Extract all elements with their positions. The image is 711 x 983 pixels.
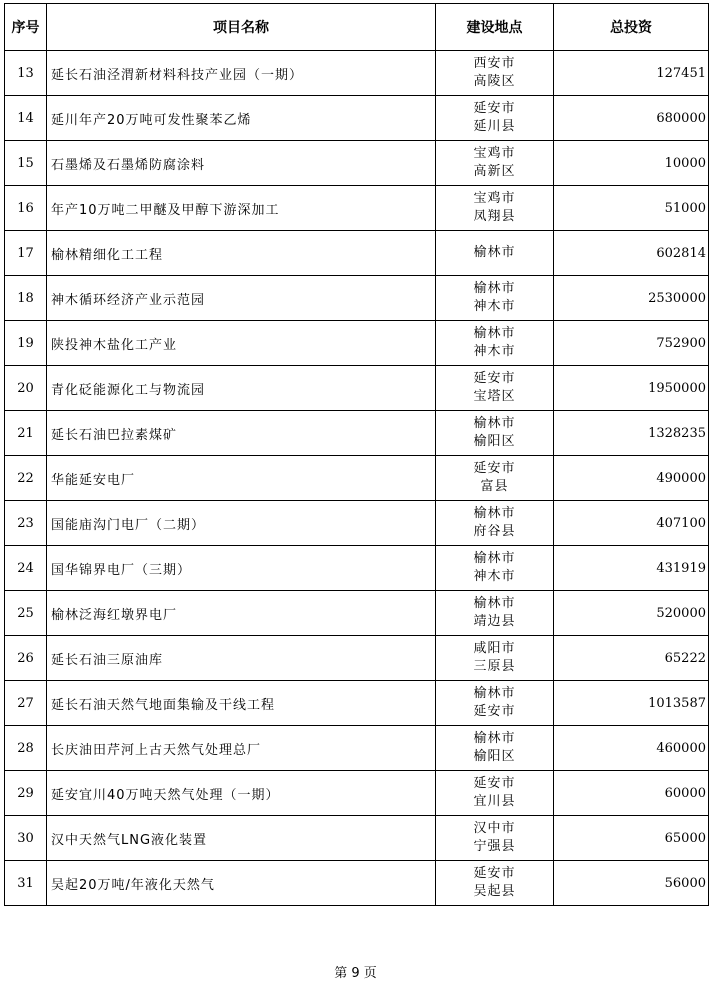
- location-city: 延安市: [473, 371, 516, 386]
- total-investment: 65222: [554, 636, 709, 681]
- location-city: 榆林市: [473, 416, 516, 431]
- total-investment: 460000: [554, 726, 709, 771]
- project-location: [436, 591, 554, 636]
- row-number: 13: [5, 51, 47, 96]
- table-row: [5, 411, 709, 456]
- project-name: 延安宜川40万吨天然气处理（一期）: [47, 771, 436, 816]
- location-district: 延川县: [473, 119, 516, 134]
- location-district: 宁强县: [473, 839, 516, 854]
- project-name: 长庆油田芹河上古天然气处理总厂: [47, 726, 436, 771]
- total-investment: 1013587: [554, 681, 709, 726]
- table-header-row: [5, 4, 709, 51]
- header-location: 建设地点: [436, 4, 554, 51]
- table-row: [5, 546, 709, 591]
- row-number: 15: [5, 141, 47, 186]
- table-row: [5, 276, 709, 321]
- project-name: 石墨烯及石墨烯防腐涂料: [47, 141, 436, 186]
- project-location: [436, 51, 554, 96]
- project-name: 延长石油泾渭新材料科技产业园（一期）: [47, 51, 436, 96]
- project-name: 青化砭能源化工与物流园: [47, 366, 436, 411]
- location-city: 榆林市: [473, 281, 516, 296]
- row-number: 29: [5, 771, 47, 816]
- location-city: 延安市: [473, 866, 516, 881]
- row-number: 24: [5, 546, 47, 591]
- total-investment: 2530000: [554, 276, 709, 321]
- header-no: 序号: [5, 4, 47, 51]
- location-city: 榆林市: [473, 506, 516, 521]
- project-name: 榆林泛海红墩界电厂: [47, 591, 436, 636]
- table-row: [5, 51, 709, 96]
- row-number: 27: [5, 681, 47, 726]
- location-district: 榆阳区: [473, 434, 516, 449]
- project-location: [436, 726, 554, 771]
- location-city: 榆林市: [473, 245, 516, 260]
- project-location: [436, 96, 554, 141]
- location-district: 宝塔区: [473, 389, 516, 404]
- project-location: [436, 321, 554, 366]
- project-name: 延川年产20万吨可发性聚苯乙烯: [47, 96, 436, 141]
- location-district: 神木市: [473, 569, 516, 584]
- row-number: 25: [5, 591, 47, 636]
- project-name: 年产10万吨二甲醚及甲醇下游深加工: [47, 186, 436, 231]
- location-city: 延安市: [473, 776, 516, 791]
- location-city: 宝鸡市: [473, 191, 516, 206]
- location-district: 吴起县: [473, 884, 516, 899]
- location-district: 神木市: [473, 299, 516, 314]
- location-district: 高陵区: [473, 74, 516, 89]
- location-district: 富县: [480, 479, 509, 494]
- location-district: 府谷县: [473, 524, 516, 539]
- location-city: 西安市: [473, 56, 516, 71]
- table-row: [5, 96, 709, 141]
- project-name: 汉中天然气LNG液化装置: [47, 816, 436, 861]
- header-investment: 总投资: [554, 4, 709, 51]
- project-location: [436, 771, 554, 816]
- table-row: [5, 501, 709, 546]
- location-city: 延安市: [473, 101, 516, 116]
- row-number: 30: [5, 816, 47, 861]
- table-row: [5, 321, 709, 366]
- location-city: 榆林市: [473, 686, 516, 701]
- total-investment: 407100: [554, 501, 709, 546]
- project-location: [436, 816, 554, 861]
- table-row: [5, 456, 709, 501]
- table-row: [5, 186, 709, 231]
- location-city: 榆林市: [473, 326, 516, 341]
- total-investment: 1328235: [554, 411, 709, 456]
- total-investment: 127451: [554, 51, 709, 96]
- row-number: 18: [5, 276, 47, 321]
- row-number: 26: [5, 636, 47, 681]
- table-row: [5, 366, 709, 411]
- project-location: [436, 636, 554, 681]
- total-investment: 602814: [554, 231, 709, 276]
- row-number: 23: [5, 501, 47, 546]
- row-number: 19: [5, 321, 47, 366]
- table-row: [5, 141, 709, 186]
- location-district: 宜川县: [473, 794, 516, 809]
- project-location: [436, 861, 554, 906]
- project-name: 延长石油三原油库: [47, 636, 436, 681]
- row-number: 17: [5, 231, 47, 276]
- table-row: [5, 636, 709, 681]
- project-name: 神木循环经济产业示范园: [47, 276, 436, 321]
- row-number: 22: [5, 456, 47, 501]
- location-city: 榆林市: [473, 551, 516, 566]
- page-number: 第 9 页: [334, 966, 377, 981]
- location-district: 榆阳区: [473, 749, 516, 764]
- project-location: [436, 546, 554, 591]
- project-location: [436, 186, 554, 231]
- location-city: 宝鸡市: [473, 146, 516, 161]
- project-location: [436, 231, 554, 276]
- row-number: 14: [5, 96, 47, 141]
- total-investment: 60000: [554, 771, 709, 816]
- total-investment: 520000: [554, 591, 709, 636]
- table-row: [5, 726, 709, 771]
- total-investment: 680000: [554, 96, 709, 141]
- project-location: [436, 276, 554, 321]
- location-district: 靖边县: [473, 614, 516, 629]
- total-investment: 65000: [554, 816, 709, 861]
- total-investment: 51000: [554, 186, 709, 231]
- project-location: [436, 411, 554, 456]
- total-investment: 10000: [554, 141, 709, 186]
- table-body: [5, 51, 709, 906]
- table-row: [5, 591, 709, 636]
- location-city: 咸阳市: [473, 641, 516, 656]
- project-name: 延长石油巴拉素煤矿: [47, 411, 436, 456]
- project-name: 榆林精细化工工程: [47, 231, 436, 276]
- row-number: 28: [5, 726, 47, 771]
- row-number: 16: [5, 186, 47, 231]
- table-row: [5, 816, 709, 861]
- total-investment: 490000: [554, 456, 709, 501]
- table-row: [5, 681, 709, 726]
- total-investment: 1950000: [554, 366, 709, 411]
- location-district: 凤翔县: [473, 209, 516, 224]
- project-table: [4, 3, 709, 906]
- location-district: 延安市: [473, 704, 516, 719]
- project-name: 陕投神木盐化工产业: [47, 321, 436, 366]
- table-row: [5, 861, 709, 906]
- total-investment: 56000: [554, 861, 709, 906]
- project-name: 国华锦界电厂（三期）: [47, 546, 436, 591]
- location-city: 汉中市: [473, 821, 516, 836]
- row-number: 20: [5, 366, 47, 411]
- project-location: [436, 681, 554, 726]
- location-district: 高新区: [473, 164, 516, 179]
- project-location: [436, 141, 554, 186]
- project-name: 国能庙沟门电厂（二期）: [47, 501, 436, 546]
- table-row: [5, 771, 709, 816]
- project-name: 延长石油天然气地面集输及干线工程: [47, 681, 436, 726]
- project-location: [436, 366, 554, 411]
- header-name: 项目名称: [47, 4, 436, 51]
- row-number: 31: [5, 861, 47, 906]
- row-number: 21: [5, 411, 47, 456]
- project-name: 华能延安电厂: [47, 456, 436, 501]
- total-investment: 752900: [554, 321, 709, 366]
- location-city: 延安市: [473, 461, 516, 476]
- project-location: [436, 456, 554, 501]
- location-district: 三原县: [473, 659, 516, 674]
- location-district: 神木市: [473, 344, 516, 359]
- project-name: 吴起20万吨/年液化天然气: [47, 861, 436, 906]
- location-city: 榆林市: [473, 596, 516, 611]
- location-city: 榆林市: [473, 731, 516, 746]
- table-row: [5, 231, 709, 276]
- project-location: [436, 501, 554, 546]
- total-investment: 431919: [554, 546, 709, 591]
